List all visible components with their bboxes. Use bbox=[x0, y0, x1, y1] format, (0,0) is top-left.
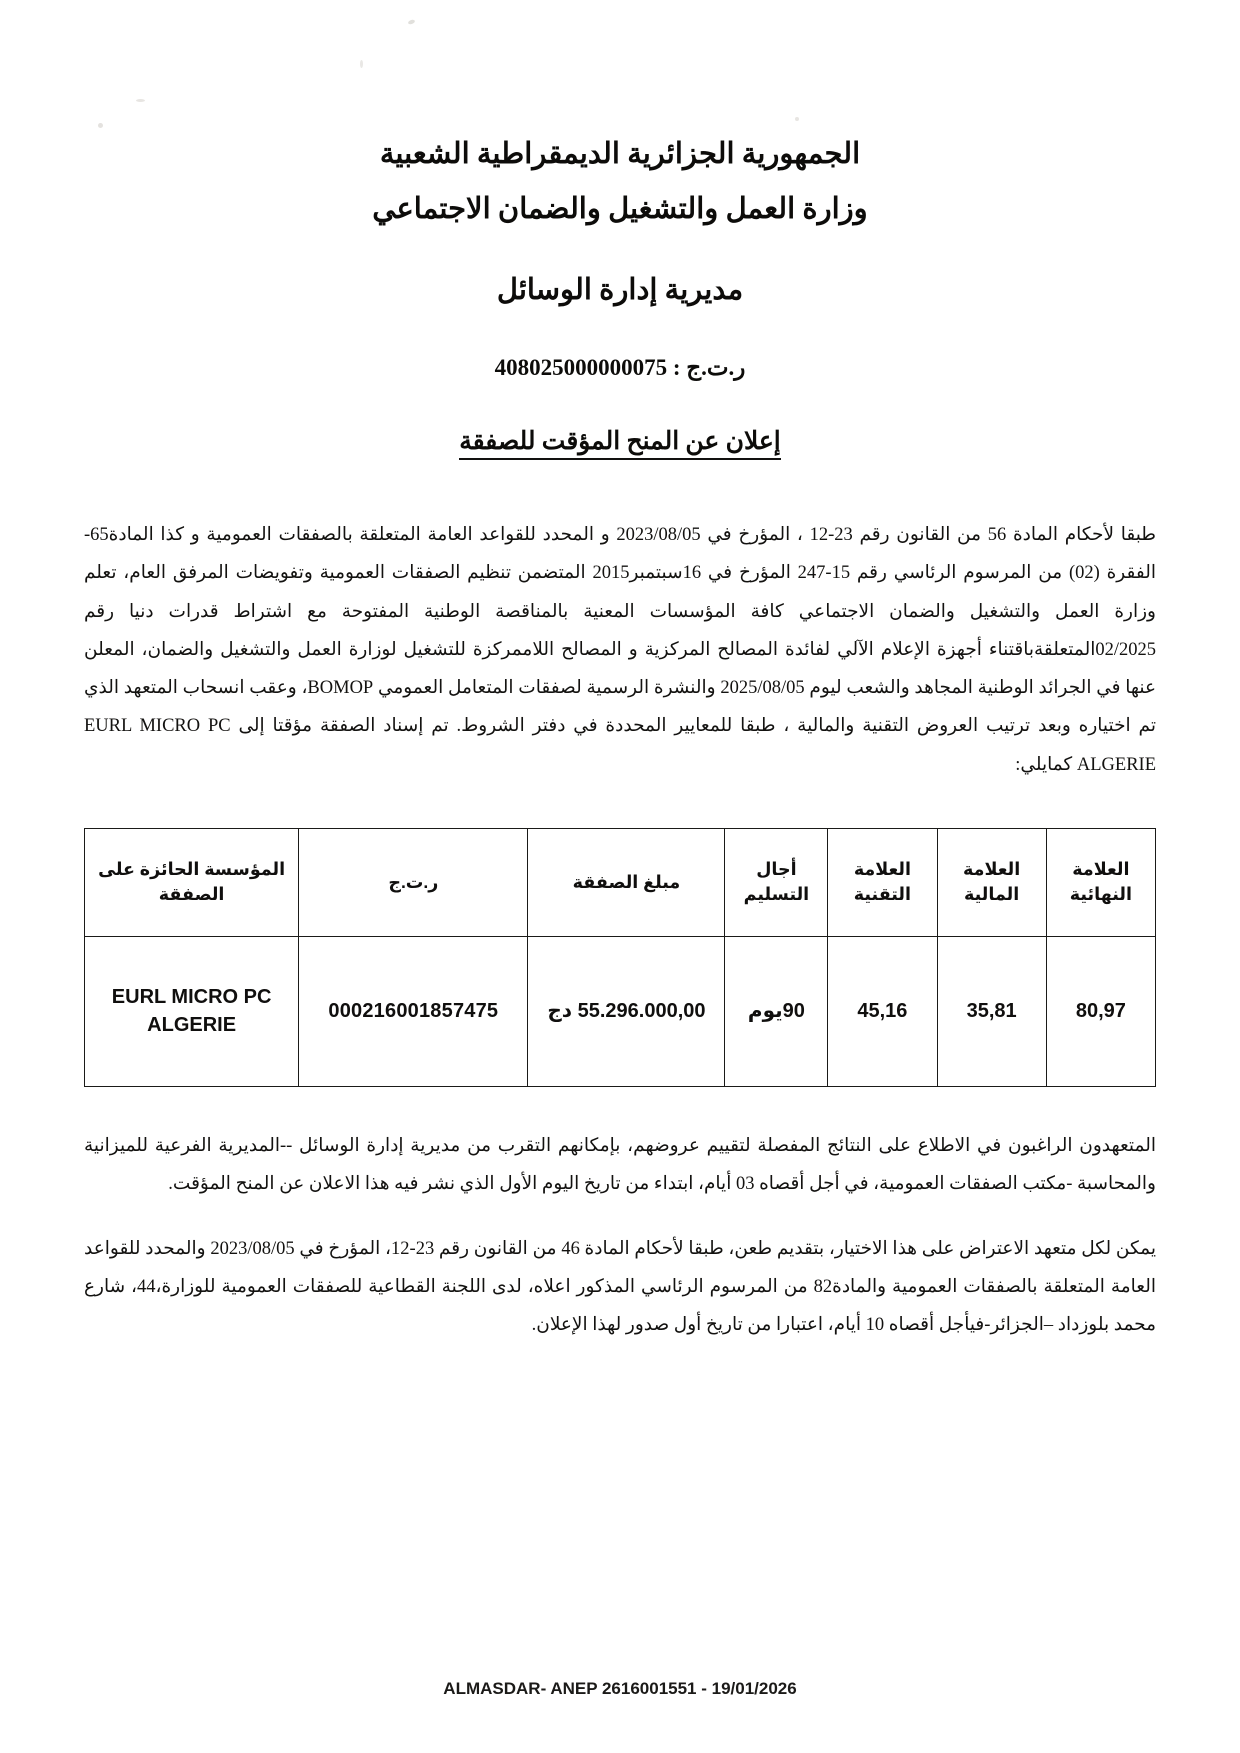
cell-contract-amount: 55.296.000,00 دج bbox=[528, 936, 725, 1086]
scan-speckle bbox=[360, 60, 363, 68]
header-winning-company: المؤسسة الحائزة على الصفقة bbox=[85, 828, 299, 936]
cell-winning-company: EURL MICRO PC ALGERIE bbox=[85, 936, 299, 1086]
header-delivery-deadline: أجال التسليم bbox=[725, 828, 828, 936]
table-header-row bbox=[85, 828, 1156, 936]
scan-speckle bbox=[98, 123, 103, 128]
header-final-mark: العلامة النهائية bbox=[1046, 828, 1155, 936]
header-technical-mark: العلامة التقنية bbox=[828, 828, 937, 936]
document-header bbox=[0, 0, 1240, 456]
footer-anep-reference: ALMASDAR- ANEP 2616001551 - 19/01/2026 bbox=[443, 1679, 797, 1698]
registration-line bbox=[0, 355, 1240, 381]
cell-delivery-deadline: 90يوم bbox=[725, 936, 828, 1086]
cell-final-mark: 80,97 bbox=[1046, 936, 1155, 1086]
header-ministry-line: وزارة العمل والتشغيل والضمان الاجتماعي bbox=[372, 193, 868, 225]
registration-label: ر.ت.ج : bbox=[672, 355, 746, 380]
header-financial-mark: العلامة المالية bbox=[937, 828, 1046, 936]
lead-paragraph: طبقا لأحكام المادة 56 من القانون رقم 23-12 ، المؤرخ في 2023/08/05 و المحدد للقواعد العامة المتعلقة بالصفقات العمومية و كذا المادة65-الفقرة (02) من المرسوم الرئاسي رقم 15-247 المؤرخ في 16سبتمبر2015 المتضمن تنظيم الصفقات العمومية وتفويضات المرفق العام، تعلم وزارة العمل والتشغيل والضمان الاجتماعي كافة المؤسسات المعنية بالمناقصة الوطنية المفتوحة مع اشتراط قدرات دنيا رقم 02/2025المتعلقةباقتناء أجهزة الإعلام الآلي لفائدة المصالح المركزية و المصالح اللاممركزة للتشغيل لوزارة العمل والتشغيل والضمان، المعلن عنها في الجرائد الوطنية المجاهد والشعب ليوم 2025/08/05 والنشرة الرسمية لصفقات المتعامل العمومي BOMOP، وعقب انسحاب المتعهد الذي تم اختياره وبعد ترتيب العروض التقنية والمالية ، طبقا للمعايير المحددة في دفتر الشروط. تم إسناد الصفقة مؤقتا إلى EURL MICRO PC ALGERIE كمايلي: bbox=[84, 525, 1157, 775]
document-body bbox=[0, 516, 1240, 1344]
cell-rtj: 000216001857475 bbox=[299, 936, 528, 1086]
page-title-text: إعلان عن المنح المؤقت للصفقة bbox=[459, 428, 780, 460]
table-row bbox=[85, 936, 1156, 1086]
page-title bbox=[0, 426, 1240, 456]
scan-speckle bbox=[136, 99, 145, 102]
header-contract-amount: مبلغ الصفقة bbox=[528, 828, 725, 936]
award-table bbox=[84, 828, 1156, 1087]
header-republic-line: الجمهورية الجزائرية الديمقراطية الشعبية bbox=[379, 138, 861, 170]
registration-number: 408025000000075 bbox=[494, 355, 668, 380]
scan-speckle bbox=[795, 117, 799, 121]
header-rtj: ر.ت.ج bbox=[299, 828, 528, 936]
appeal-info-paragraph: المتعهدون الراغبون في الاطلاع على النتائج المفصلة لتقييم عروضهم، بإمكانهم التقرب من مديرية إدارة الوسائل --المديرية الفرعية للميزانية والمحاسبة -مكتب الصفقات العمومية، في أجل أقصاه 03 أيام، ابتداء من تاريخ اليوم الأول الذي نشر فيه هذا الاعلان عن المنح المؤقت. bbox=[84, 1135, 1156, 1195]
recourse-paragraph: يمكن لكل متعهد الاعتراض على هذا الاختيار، بتقديم طعن، طبقا لأحكام المادة 46 من القانون رقم 23-12، المؤرخ في 2023/08/05 والمحدد للقواعد العامة المتعلقة بالصفقات العمومية والمادة82 من المرسوم الرئاسي المذكور اعلاه، لدى اللجنة القطاعية للصفقات العمومية للوزارة،44، شارع محمد بلوزداد –الجزائر-فيأجل أقصاه 10 أيام، اعتبارا من تاريخ أول صدور لهذا الإعلان. bbox=[84, 1238, 1157, 1336]
cell-financial-mark: 35,81 bbox=[937, 936, 1046, 1086]
cell-technical-mark: 45,16 bbox=[828, 936, 937, 1086]
header-directorate-line: مديرية إدارة الوسائل bbox=[496, 274, 744, 306]
